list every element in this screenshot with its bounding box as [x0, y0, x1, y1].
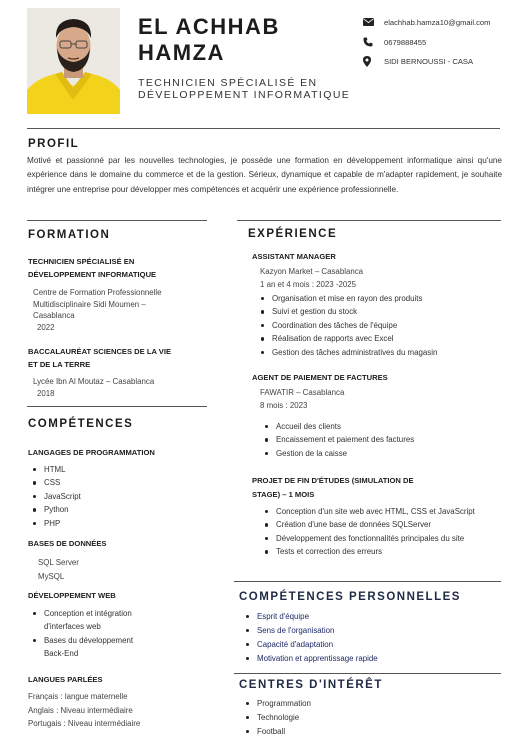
name-line-1: EL ACHHAB: [138, 14, 280, 39]
list-item: Anglais : Niveau intermédiaire: [28, 705, 133, 715]
web-item-2-line-2: Back-End: [44, 649, 79, 659]
list-item: Organisation et mise en rayon des produits: [258, 292, 437, 305]
list-item: Football: [243, 725, 311, 739]
list-item: PHP: [30, 517, 81, 530]
list-item: MySQL: [38, 572, 65, 581]
list-item: Accueil des clients: [262, 420, 414, 433]
profil-text: Motivé et passionné par les nouvelles technologies, je possède une formation en développement informatique ainsi qu'une expérience dans le domaine du commerce et de la gestion. Sérieux, dynamique et capable de m'adapter rapidement, je souhaite intégrer une entreprise pour développer mes compétences et acquérir une expérience professionnelle.: [27, 156, 502, 194]
langues-list: [28, 690, 140, 731]
job-2-title: AGENT DE PAIEMENT DE FACTURES: [252, 373, 388, 382]
formation-2-degree-line-2: ET DE LA TERRE: [28, 360, 91, 369]
web-item-1-line-1: Conception et intégration: [44, 609, 132, 618]
list-item: CSS: [30, 476, 81, 489]
contact-phone[interactable]: [363, 36, 426, 48]
formation-2-school-line-1: Lycée Ibn Al Moutaz – Casablanca: [33, 377, 155, 386]
job-2-duration: 8 mois : 2023: [260, 400, 308, 410]
formation-heading: FORMATION: [28, 229, 111, 241]
list-item: Français : langue maternelle: [28, 692, 128, 701]
formation-1-degree: [28, 255, 156, 281]
list-item: Réalisation de rapports avec Excel: [258, 332, 437, 345]
formation-1-school-line-3: Casablanca: [33, 311, 75, 320]
job-title: [138, 77, 350, 101]
project-title-line-2: STAGE) – 1 MOIS: [252, 490, 315, 499]
formation-1-degree-line-1: TECHNICIEN SPÉCIALISÉ EN: [28, 257, 135, 266]
list-item: Tests et correction des erreurs: [262, 545, 475, 558]
list-item: Capacité d'adaptation: [243, 638, 378, 652]
candidate-name: [138, 14, 280, 66]
bdd-list: [38, 556, 79, 584]
envelope-icon: [363, 17, 377, 27]
competences-perso-divider: [234, 581, 501, 582]
list-item: [30, 607, 133, 634]
formation-1-degree-line-2: DÉVELOPPEMENT INFORMATIQUE: [28, 270, 157, 279]
competences-heading: COMPÉTENCES: [28, 418, 134, 430]
formation-divider: [27, 220, 207, 221]
job-1-tasks: [258, 292, 437, 359]
email-text[interactable]: elachhab.hamza10@gmail.com: [384, 17, 491, 27]
interets-divider: [234, 673, 501, 674]
competences-perso-heading: COMPÉTENCES PERSONNELLES: [239, 591, 461, 603]
list-item: Portugais : Niveau intermédiaire: [28, 719, 141, 728]
profile-photo: [27, 8, 120, 114]
job-title-line-2: DÉVELOPPEMENT INFORMATIQUE: [138, 89, 351, 101]
header-divider: [27, 128, 500, 129]
list-item: Sens de l'organisation: [243, 624, 378, 638]
formation-2-degree: [28, 345, 171, 371]
experience-heading: EXPÉRIENCE: [248, 228, 338, 240]
job-2-meta: [260, 387, 344, 412]
formation-2-degree-line-1: BACCALAURÉAT SCIENCES DE LA VIE: [28, 347, 172, 356]
web-item-1-line-2: d'interfaces web: [44, 622, 101, 632]
list-item: Encaissement et paiement des factures: [262, 433, 414, 446]
langages-list: [30, 463, 81, 530]
list-item: Suivi et gestion du stock: [258, 305, 437, 318]
langages-heading: LANGAGES DE PROGRAMMATION: [28, 448, 155, 457]
portrait-image: [27, 8, 120, 114]
contact-address: [363, 55, 473, 67]
list-item: Gestion de la caisse: [262, 447, 414, 460]
list-item: Conception d'un site web avec HTML, CSS et JavaScript: [262, 505, 475, 518]
job-1-title: ASSISTANT MANAGER: [252, 252, 336, 261]
list-item: [30, 634, 133, 661]
formation-1-school: [33, 287, 162, 333]
web-list: [30, 607, 133, 661]
project-tasks: [262, 505, 475, 559]
job-1-meta: [260, 266, 363, 291]
job-1-company: Kazyon Market – Casablanca: [260, 267, 364, 276]
profil-heading: PROFIL: [28, 138, 80, 150]
web-item-2-line-1: Bases du développement: [44, 635, 134, 645]
list-item: Esprit d'équipe: [243, 610, 378, 624]
list-item: Coordination des tâches de l'équipe: [258, 319, 437, 332]
project-title: [252, 474, 414, 502]
job-2-tasks: [262, 420, 414, 460]
list-item: HTML: [30, 463, 81, 476]
list-item: Python: [30, 503, 81, 516]
list-item: Programmation: [243, 697, 311, 711]
formation-1-school-line-2: Multidisciplinaire Sidi Moumen –: [33, 299, 146, 309]
list-item: SQL Server: [38, 558, 79, 567]
list-item: Développement des fonctionnalités principales du site: [262, 532, 475, 545]
job-2-company: FAWATIR – Casablanca: [260, 388, 345, 397]
name-line-2: HAMZA: [138, 40, 225, 65]
map-pin-icon: [363, 56, 377, 66]
phone-text[interactable]: 0679888455: [384, 37, 427, 47]
formation-1-year: 2022: [37, 322, 55, 332]
address-text: SIDI BERNOUSSI - CASA: [384, 56, 474, 66]
list-item: Création d'une base de données SQLServer: [262, 518, 475, 531]
contact-email[interactable]: [363, 16, 490, 28]
job-title-line-1: TECHNICIEN SPÉCIALISÉ EN: [138, 77, 318, 89]
list-item: Gestion des tâches administratives du magasin: [258, 346, 437, 359]
list-item: JavaScript: [30, 490, 81, 503]
project-title-line-1: PROJET DE FIN D'ÉTUDES (SIMULATION DE: [252, 476, 414, 485]
interets-heading: CENTRES D'INTÉRÊT: [239, 679, 383, 691]
formation-2-school: [33, 376, 154, 399]
web-heading: DÉVELOPPEMENT WEB: [28, 591, 116, 600]
interets-list: [243, 697, 311, 739]
list-item: Technologie: [243, 711, 311, 725]
phone-icon: [363, 37, 377, 47]
formation-2-year: 2018: [37, 388, 55, 398]
competences-perso-list: [243, 610, 378, 666]
job-1-duration: 1 an et 4 mois : 2023 -2025: [260, 279, 357, 289]
formation-1-school-line-1: Centre de Formation Professionnelle: [33, 288, 162, 297]
experience-divider: [237, 220, 501, 221]
list-item: Motivation et apprentissage rapide: [243, 652, 378, 666]
competences-divider: [27, 406, 207, 407]
langues-heading: LANGUES PARLÉES: [28, 675, 103, 684]
bdd-heading: BASES DE DONNÉES: [28, 539, 107, 548]
